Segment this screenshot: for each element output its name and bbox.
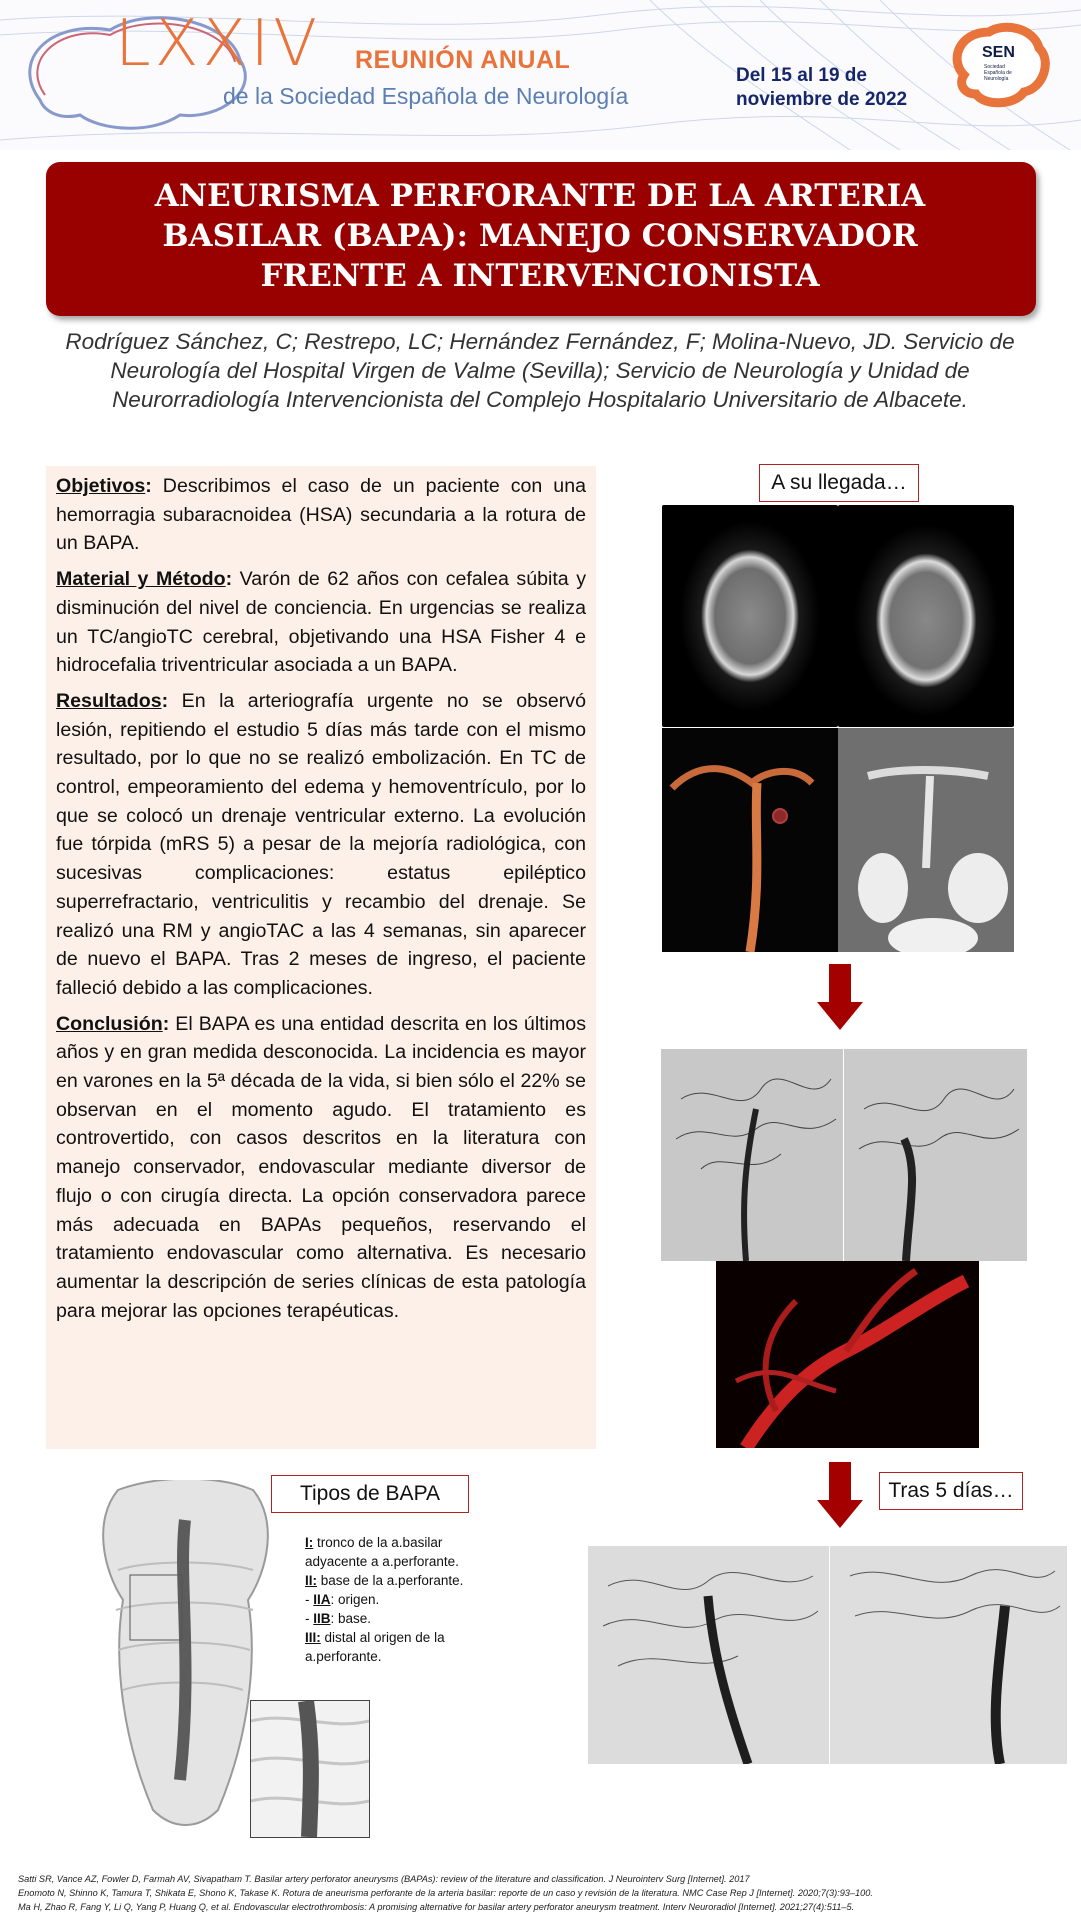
resultados-label: Resultados [56, 689, 162, 712]
angio-3d-red-image [716, 1261, 979, 1448]
meeting-title: REUNIÓN ANUAL [355, 46, 571, 74]
objetivos-paragraph: Objetivos: Describimos el caso de un paciente con una hemorragia subaracnoidea (HSA) secundaria a la rotura de un BAPA. [56, 475, 586, 555]
resultados-text: En la arteriografía urgente no se observó lesión, repitiendo el estudio 5 días más tarde con el mismo resultado, por lo que no se realizó embolización. En TC de control, empeoramiento del edema y hemoventrículo, por lo que se colocó un drenaje ventricular externo. La evolución fue tórpida (mRS 5) a pesar de la mejoría radiológica, con sucesivas complicaciones: estatus epiléptico superrefractario, ventriculitis y recambio del drenaje. Se realizó una RM y angioTAC a las 4 semanas, sin aparecer de nuevo el BAPA. Tras 2 meses de ingreso, el paciente falleció debido a las complicaciones. [56, 689, 586, 999]
down-arrow-icon-2 [817, 1462, 863, 1528]
material-text: Varón de 62 años con cefalea súbita y disminución del nivel de conciencia. En urgencias se realiza un TC/angioTC cerebral, objetivando una HSA Fisher 4 e hidrocefalia triventricular asociada a un BAPA. [56, 568, 586, 677]
tipo-ii-item: II: base de la a.perforante. [305, 1573, 464, 1588]
objetivos-label: Objetivos [56, 475, 146, 497]
angio-3d-image [662, 728, 838, 952]
reference-item: Satti SR, Vance AZ, Fowler D, Farmah AV, Sivapatham T. Basilar artery perforator aneurysms (BAPAs): review of the literature and classification. J Neurointerv Surg [Internet]. 2017 [18, 1874, 750, 1884]
label-a-su-llegada: A su llegada… [759, 464, 919, 502]
down-arrow-icon [817, 964, 863, 1030]
reference-item: Ma H, Zhao R, Fang Y, Li Q, Yang P, Huang Q, et al. Endovascular electrothrombosis: A promising alternative for basilar artery perforator aneurysm treatment. Interv Neuroradiol [Internet]. 2021;27(4):511–5. [18, 1902, 855, 1912]
cta-coronal-image [838, 728, 1014, 952]
poster-title: ANEURISMA PERFORANTE DE LA ARTERIA BASILAR (BAPA): MANEJO CONSERVADOR FRENTE A INTERVENCIONISTA [154, 178, 926, 294]
dates-line-1: Del 15 al 19 de [736, 65, 867, 86]
tipos-legend [305, 1533, 495, 1666]
tipo-i-item: I: tronco de la a.basilar adyacente a a.perforante. [305, 1535, 459, 1569]
header-banner [0, 0, 1081, 150]
conclusion-paragraph: Conclusión: El BAPA es una entidad descrita en los últimos años y en gran medida desconocida. La incidencia es mayor en varones en la 5ª década de la vida, si bien sólo el 22% se observan en el momento agudo. El tratamiento es controvertido, con casos descritos en la literatura con manejo conservador, endovascular mediante diversor de flujo o con cirugía directa. La opción conservadora parece más adecuada en BAPAs pequeños, reservando el tratamiento endovascular como alternativa. Es necesario aumentar la descripción de series clínicas de esta patología para mejorar las opciones terapéuticas. [56, 1012, 586, 1322]
sen-logo-subtitle: Sociedad Española de Neurología [984, 64, 1012, 82]
ct-scan-image-1 [662, 505, 838, 727]
abstract-text [56, 472, 586, 1332]
dates-line-2: noviembre de 2022 [736, 89, 908, 110]
label-tras-5-dias: Tras 5 días… [879, 1472, 1023, 1510]
objetivos-text: Describimos el caso de un paciente con una hemorragia subaracnoidea (HSA) secundaria a la rotura de un BAPA. [56, 475, 586, 555]
reference-item: Enomoto N, Shinno K, Tamura T, Shikata E, Shono K, Takase K. Rotura de aneurisma perforante de la arteria basilar: reporte de un caso y revisión de la literatura. NMC Case Rep J [Internet]. 2020;7(3):93–100. [18, 1888, 873, 1898]
bapa-types-inset-illustration [250, 1700, 370, 1838]
material-paragraph: Material y Método: Varón de 62 años con cefalea súbita y disminución del nivel de conciencia. En urgencias se realiza un TC/angioTC cerebral, objetivando una HSA Fisher 4 e hidrocefalia triventricular asociada a un BAPA. [56, 568, 586, 677]
conclusion-text: El BAPA es una entidad descrita en los últimos años y en gran medida desconocida. La incidencia es mayor en varones en la 5ª década de la vida, si bien sólo el 22% se observan en el momento agudo. El tratamiento es controvertido, con casos descritos en la literatura con manejo conservador, endovascular mediante diversor de flujo o con cirugía directa. La opción conservadora parece más adecuada en BAPAs pequeños, reservando el tratamiento endovascular como alternativa. Es necesario aumentar la descripción de series clínicas de esta patología para mejorar las opciones terapéuticas. [56, 1012, 586, 1322]
resultados-paragraph: Resultados: En la arteriografía urgente no se observó lesión, repitiendo el estudio 5 días más tarde con el mismo resultado, por lo que no se realizó embolización. En TC de control, empeoramiento del edema y hemoventrículo, por lo que se colocó un drenaje ventricular externo. La evolución fue tórpida (mRS 5) a pesar de la mejoría radiológica, con sucesivas complicaciones: estatus epiléptico superrefractario, ventriculitis y recambio del drenaje. Se realizó una RM y angioTAC a las 4 semanas, sin aparecer de nuevo el BAPA. Tras 2 meses de ingreso, el paciente falleció debido a las complicaciones. [56, 689, 586, 999]
ct-scan-image-2 [838, 505, 1014, 727]
sen-logo-text: SEN [982, 44, 1015, 61]
references [18, 1872, 1068, 1914]
meeting-dates [736, 64, 907, 112]
tipo-iii-item: III: distal al origen de la a.perforante. [305, 1630, 445, 1664]
conclusion-label: Conclusión [56, 1012, 163, 1035]
tipo-iia-item: - IIA: origen. [305, 1592, 380, 1607]
society-name: de la Sociedad Española de Neurología [223, 83, 629, 109]
material-label: Material y Método [56, 568, 226, 591]
angiography-image-1 [661, 1049, 843, 1261]
label-tipos-de-bapa: Tipos de BAPA [271, 1475, 469, 1513]
angiography-image-2 [844, 1049, 1027, 1261]
followup-angiography-image-1 [588, 1546, 829, 1764]
followup-angiography-image-2 [830, 1546, 1067, 1764]
congress-number-logo: LXXIV [115, 7, 321, 81]
tipo-iib-item: - IIB: base. [305, 1611, 372, 1626]
authors-affiliations: Rodríguez Sánchez, C; Restrepo, LC; Hernández Fernández, F; Molina-Nuevo, JD. Servicio de Neurología del Hospital Virgen de Valme (Sevilla); Servicio de Neurología y Unidad de Neurorradiología Intervencionista del Complejo Hospitalario Universitario de Albacete. [65, 329, 1015, 412]
